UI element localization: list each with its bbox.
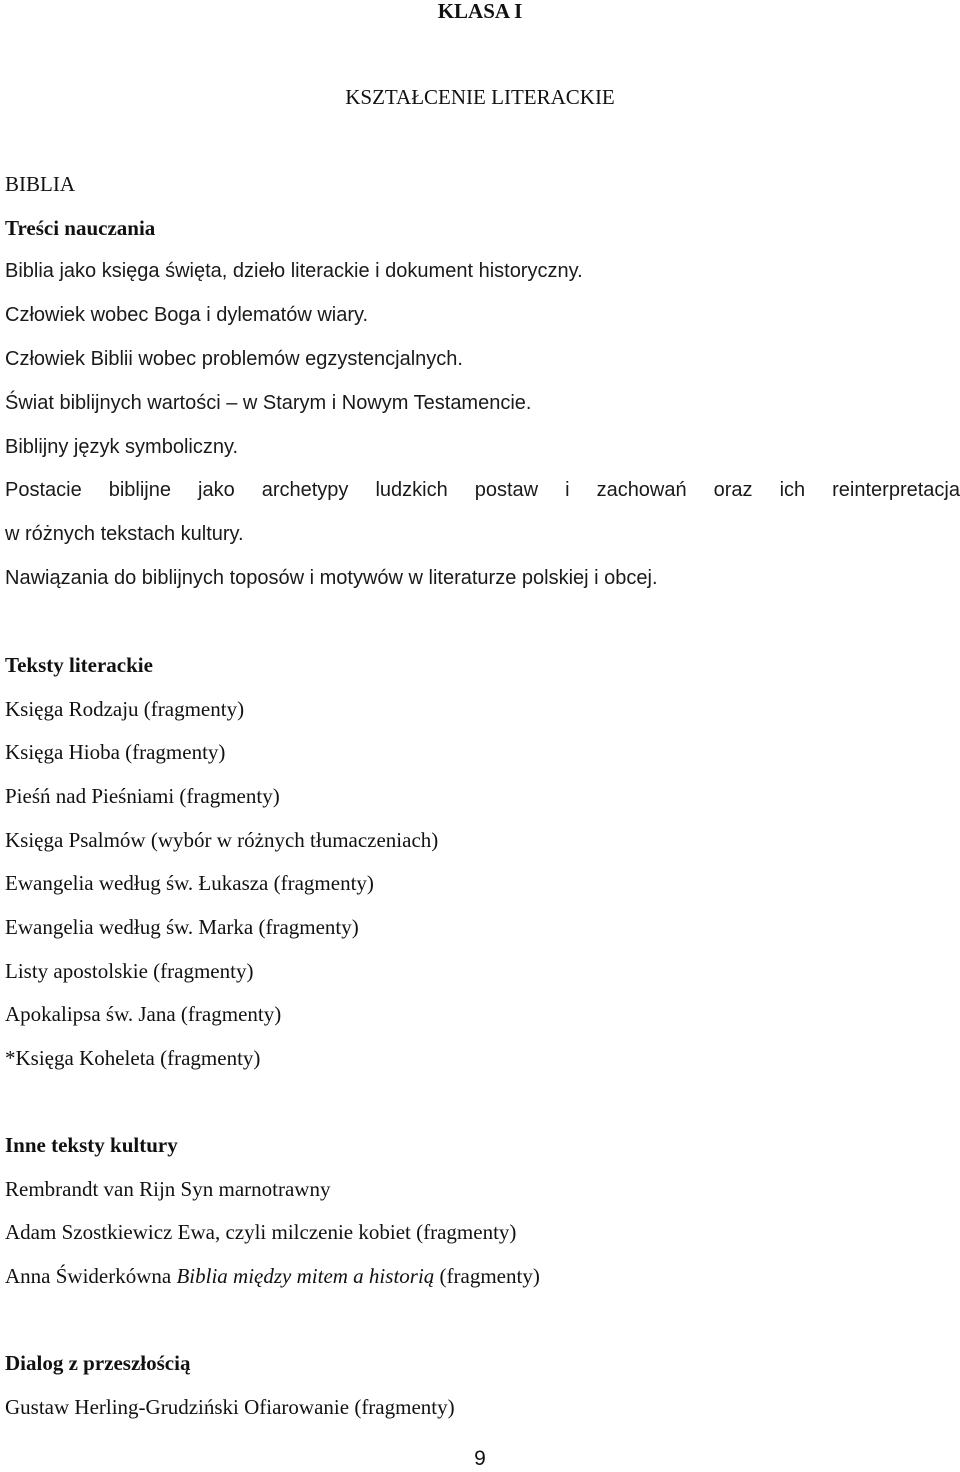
culture-text-item (5, 1263, 540, 1289)
culture-text-author: Anna Świderkówna (5, 1264, 177, 1288)
literary-text-item: Ewangelia według św. Łukasza (fragmenty) (5, 871, 374, 895)
literary-text-item: Księga Hioba (fragmenty) (5, 740, 226, 764)
content-item: Biblia jako księga święta, dzieło literackie i dokument historyczny. (5, 260, 583, 282)
literary-texts-heading: Teksty literackie (5, 653, 153, 677)
content-item: Człowiek Biblii wobec problemów egzystencjalnych. (5, 348, 463, 370)
content-item: Świat biblijnych wartości – w Starym i Nowym Testamencie. (5, 392, 532, 414)
literary-text-item: Księga Rodzaju (fragmenty) (5, 697, 245, 721)
literary-text-item: Apokalipsa św. Jana (fragmenty) (5, 1002, 282, 1026)
literary-text-item: Ewangelia według św. Marka (fragmenty) (5, 915, 359, 939)
content-item: Człowiek wobec Boga i dylematów wiary. (5, 304, 369, 326)
content-item: w różnych tekstach kultury. (5, 523, 244, 545)
literary-text-item: Pieśń nad Pieśniami (fragmenty) (5, 784, 280, 808)
content-heading: Treści nauczania (5, 216, 156, 240)
page-number: 9 (474, 1447, 486, 1470)
culture-text-item: Adam Szostkiewicz Ewa, czyli milczenie kobiet (fragmenty) (5, 1220, 517, 1244)
dialog-heading: Dialog z przeszłością (5, 1351, 191, 1375)
culture-text-suffix: (fragmenty) (434, 1264, 540, 1288)
culture-text-item: Rembrandt van Rijn Syn marnotrawny (5, 1177, 331, 1201)
culture-text-title: Biblia między mitem a historią (176, 1264, 435, 1288)
literary-text-item: *Księga Koheleta (fragmenty) (5, 1046, 261, 1070)
content-item: Biblijny język symboliczny. (5, 436, 239, 458)
literary-text-item: Listy apostolskie (fragmenty) (5, 959, 254, 983)
literary-text-item: Księga Psalmów (wybór w różnych tłumaczeniach) (5, 828, 439, 852)
content-item: Nawiązania do biblijnych toposów i motywów w literaturze polskiej i obcej. (5, 567, 658, 589)
dialog-item: Gustaw Herling-Grudziński Ofiarowanie (fragmenty) (5, 1395, 455, 1419)
section-title: KSZTAŁCENIE LITERACKIE (345, 85, 615, 109)
bible-heading: BIBLIA (5, 172, 75, 196)
culture-texts-heading: Inne teksty kultury (5, 1133, 178, 1157)
content-item-justified: Postacie biblijne jako archetypy ludzkich postaw i zachowań oraz ich reinterpretacja (5, 479, 960, 501)
class-title: KLASA I (437, 0, 523, 23)
